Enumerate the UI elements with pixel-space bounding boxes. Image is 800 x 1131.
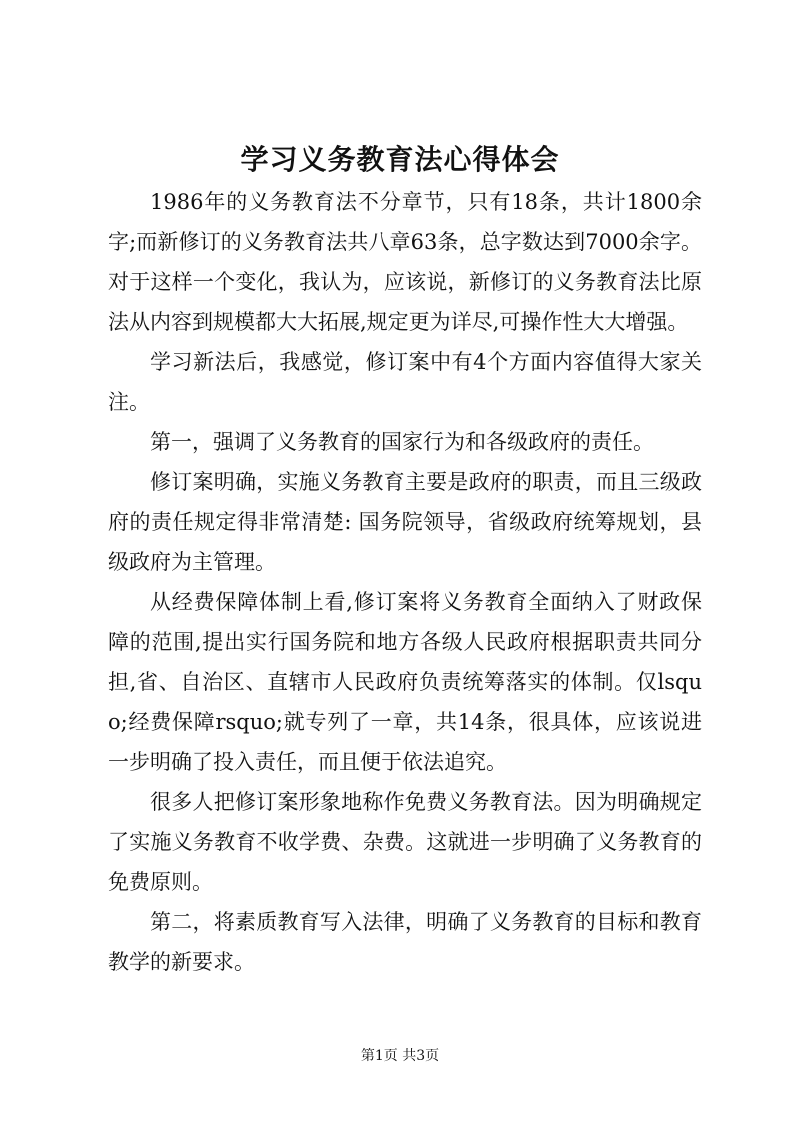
document-body (108, 182, 702, 982)
paragraph-6: 很多人把修订案形象地称作免费义务教育法。因为明确规定了实施义务教育不收学费、杂费。这就进一步明确了义务教育的免费原则。 (108, 790, 702, 894)
paragraph-3: 第一，强调了义务教育的国家行为和各级政府的责任。 (150, 430, 654, 454)
paragraph-4: 修订案明确，实施义务教育主要是政府的职责，而且三级政府的责任规定得非常清楚: 国务院领导，省级政府统筹规划，县级政府为主管理。 (108, 470, 702, 574)
paragraph-7: 第二，将素质教育写入法律，明确了义务教育的目标和教育教学的新要求。 (108, 910, 702, 974)
paragraph-1: 1986年的义务教育法不分章节，只有18条，共计1800余字;而新修订的义务教育法共八章63条，总字数达到7000余字。对于这样一个变化，我认为，应该说，新修订的义务教育法比原法从内容到规模都大大拓展,规定更为详尽,可操作性大大增强。 (108, 190, 702, 334)
paragraph-2: 学习新法后，我感觉，修订案中有4个方面内容值得大家关注。 (108, 350, 702, 414)
paragraph-5: 从经费保障体制上看,修订案将义务教育全面纳入了财政保障的范围,提出实行国务院和地方各级人民政府根据职责共同分担,省、自治区、直辖市人民政府负责统筹落实的体制。仅lsquo;经费保障rsquo;就专列了一章，共14条，很具体，应该说进一步明确了投入责任，而且便于依法追究。 (108, 590, 702, 774)
page-footer: 第1页 共3页 (360, 1048, 440, 1064)
page-title: 学习义务教育法心得体会 (240, 143, 560, 176)
